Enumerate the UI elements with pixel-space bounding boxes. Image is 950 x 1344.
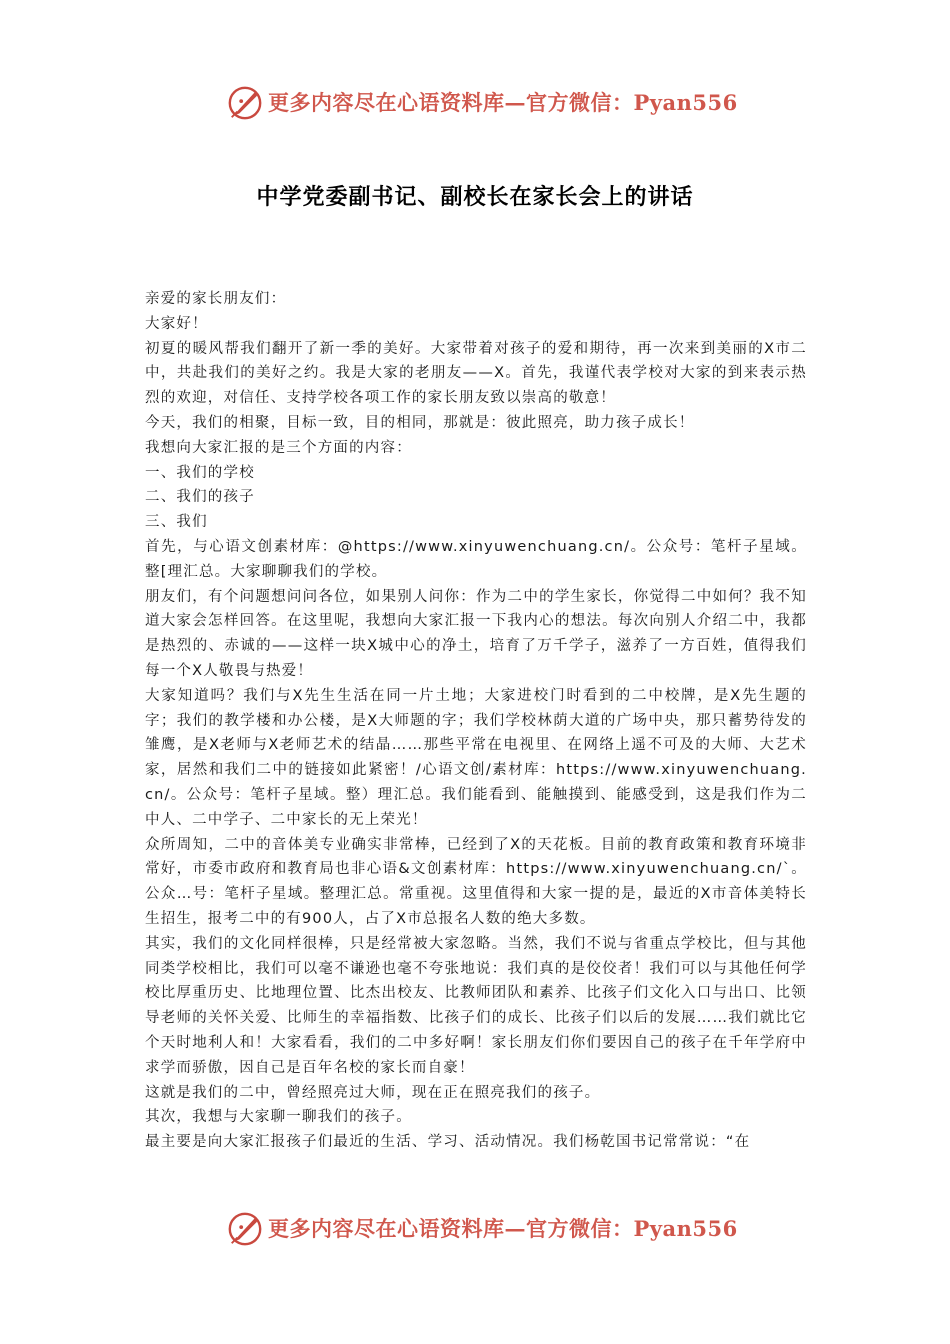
- paragraph: 朋友们，有个问题想问问各位，如果别人问你：作为二中的学生家长，你觉得二中如何？我不知道大家会怎样回答。在这里呢，我想向大家汇报一下我内心的想法。每次向别人介绍二中，我都是热烈的、赤诚的——这样一块X城中心的净土，培育了万千学子，滋养了一方百姓，值得我们每一个X人敬畏与热爱！: [145, 588, 807, 679]
- footer-banner: [0, 1208, 950, 1252]
- paragraph: 亲爱的家长朋友们：: [145, 291, 287, 307]
- header-banner: [0, 82, 950, 126]
- paragraph: 今天，我们的相聚，目标一致，目的相同，那就是：彼此照亮，助力孩子成长！: [145, 414, 695, 431]
- paragraph: 其实，我们的文化同样很棒，只是经常被大家忽略。当然，我们不说与省重点学校比，但与其他同类学校相比，我们可以毫不谦逊也毫不夸张地说：我们真的是佼佼者！我们可以与其他任何学校比厚重历史、比地理位置、比杰出校友、比教师团队和素养、比孩子们文化入口与出口、比领导老师的关怀关爱、比师生的幸福指数、比孩子们的成长、比孩子们以后的发展……我们就比它个天时地利人和！大家看看，我们的二中多好啊！家长朋友们你们要因自己的孩子在千年学府中求学而骄傲，因自己是百年名校的家长而自豪！: [145, 935, 807, 1076]
- paragraph: 一、我们的学校: [145, 464, 255, 481]
- paragraph: 首先，与心语文创素材库：@https://www.xinyuwenchuang.cn/。公众号：笔杆子星域。整[理汇总。大家聊聊我们的学校。: [145, 538, 807, 580]
- document-title: 中学党委副书记、副校长在家长会上的讲话: [256, 185, 694, 210]
- document-body: [145, 287, 807, 1155]
- paragraph: 三、我们: [145, 514, 208, 531]
- paragraph: 这就是我们的二中，曾经照亮过大师，现在正在照亮我们的孩子。: [145, 1084, 601, 1101]
- paragraph: 二、我们的孩子: [145, 489, 255, 506]
- feather-pen-logo-icon: [226, 84, 264, 122]
- paragraph: 大家好！: [145, 315, 208, 332]
- paragraph: 大家知道吗？我们与X先生生活在同一片土地；大家进校门时看到的二中校牌，是X先生题的字；我们的教学楼和办公楼，是X大师题的字；我们学校林荫大道的广场中央，那只蓄势待发的雏鹰，是X老师与X老师艺术的结晶……那些平常在电视里、在网络上遥不可及的大师、大艺术家，居然和我们二中的链接如此紧密！/心语文创/素材库：https://www.xinyuwenchuang.cn/。公众号：笔杆子星域。整）理汇总。我们能看到、能触摸到、能感受到，这是我们作为二中人、二中学子、二中家长的无上荣光！: [145, 687, 807, 828]
- header-slogan: 更多内容尽在心语资料库—官方微信：Pyan556: [268, 90, 738, 115]
- feather-pen-logo-icon: [226, 1210, 264, 1248]
- paragraph: 我想向大家汇报的是三个方面的内容：: [145, 439, 412, 456]
- footer-slogan: 更多内容尽在心语资料库—官方微信：Pyan556: [268, 1216, 738, 1241]
- paragraph: 初夏的暖风帮我们翻开了新一季的美好。大家带着对孩子的爱和期待，再一次来到美丽的X市二中，共赴我们的美好之约。我是大家的老朋友——X。首先，我谨代表学校对大家的到来表示热烈的欢迎，对信任、支持学校各项工作的家长朋友致以崇高的敬意！: [145, 340, 807, 407]
- paragraph: 众所周知，二中的音体美专业确实非常棒，已经到了X的天花板。目前的教育政策和教育环境非常好，市委市政府和教育局也非心语&文创素材库：https://www.xinyuwenchuang.cn/`。公众…号：笔杆子星域。整理汇总。常重视。这里值得和大家一提的是，最近的X市音体美特长生招生，报考二中的有900人，占了X市总报名人数的绝大多数。: [145, 836, 807, 927]
- paragraph: 最主要是向大家汇报孩子们最近的生活、学习、活动情况。我们杨乾国书记常常说：“在: [145, 1134, 751, 1151]
- paragraph: 其次，我想与大家聊一聊我们的孩子。: [145, 1109, 412, 1126]
